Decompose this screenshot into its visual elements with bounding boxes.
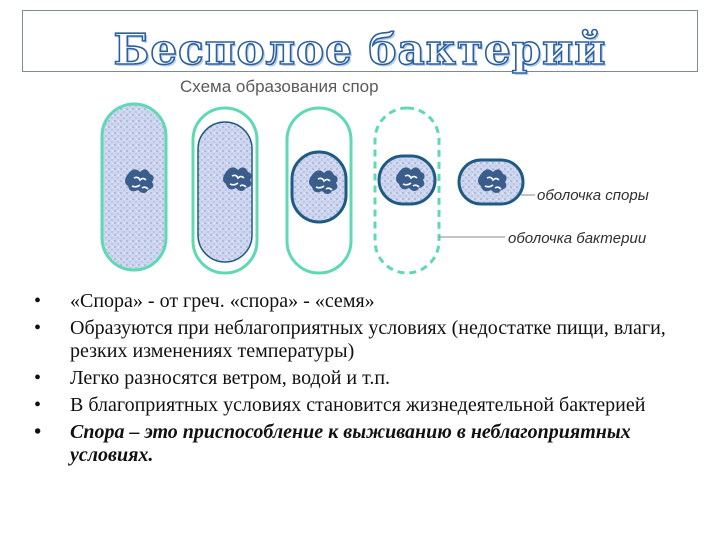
bullet-item: • Легко разносятся ветром, водой и т.п. (30, 367, 705, 390)
title-frame (22, 10, 698, 72)
bullet-item: • Образуются при неблагоприятных условиях (недостатке пищи, влаги, резких изменениях температуры) (30, 317, 705, 363)
free-spore (459, 160, 523, 204)
label-spore-shell: оболочка споры (537, 187, 649, 204)
slide-title: Бесполое бактерий (113, 25, 607, 74)
bullet-list (30, 290, 705, 471)
bacterium-stage-3 (287, 108, 351, 273)
spore-formation-diagram (0, 95, 720, 285)
bacterium-stage-2 (193, 108, 257, 273)
bullet-item: • В благоприятных условиях становится жизнедеятельной бактерией (30, 394, 705, 417)
diagram-caption: Схема образования спор (180, 77, 379, 96)
label-bacterium-shell: оболочка бактерии (508, 230, 647, 247)
bullet-item-definition: • Спора – это приспособление к выживанию в неблагоприятных условиях. (30, 421, 705, 467)
bacterium-stage-1 (102, 104, 166, 270)
bacterium-stage-4 (375, 108, 439, 273)
bullet-item: • «Спора» - от греч. «спора» - «семя» (30, 290, 705, 313)
